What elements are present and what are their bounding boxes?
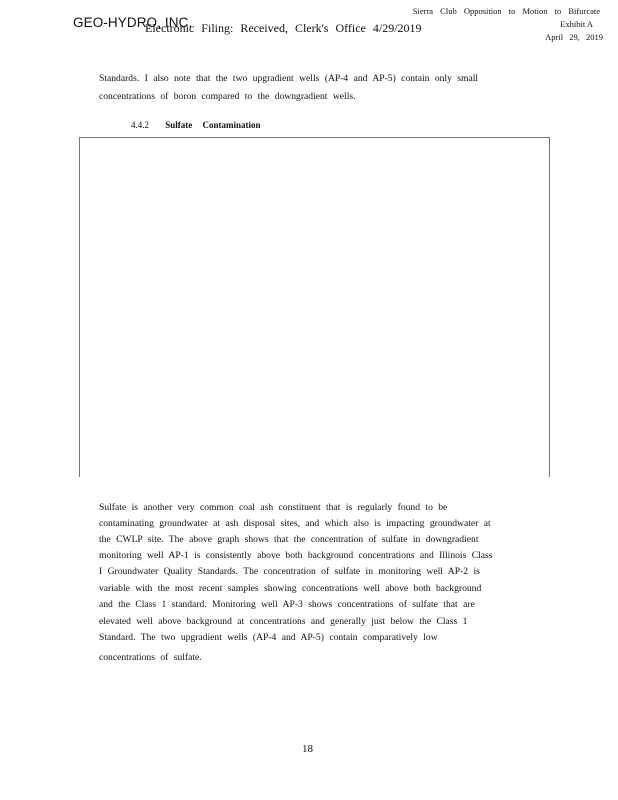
filing-stamp: Electronic Filing: Received, Clerk's Office 4/29/2019 [145, 21, 422, 35]
body-text-line: monitoring well AP-1 is consistently above both background concentrations and Illinois Class [99, 550, 493, 561]
body-text-line: I Groundwater Quality Standards. The concentration of sulfate in monitoring well AP-2 is [99, 566, 480, 577]
body-text-line: elevated well above background at concentrations and generally just below the Class 1 [99, 616, 468, 627]
body-text-line: Sulfate is another very common coal ash constituent that is regularly found to be [99, 502, 448, 513]
body-text-line: Standard. The two upgradient wells (AP-4 and AP-5) contain comparatively low [99, 632, 438, 643]
body-text-line: contaminating groundwater at ash disposal sites, and which also is impacting groundwater at [99, 518, 491, 529]
intro-text-line: Standards. I also note that the two upgradient wells (AP-4 and AP-5) contain only small [99, 73, 479, 84]
body-text-line: concentrations of sulfate. [99, 652, 202, 663]
company-logo-text: GEO-HYDRO, INC. [73, 15, 193, 30]
body-text-line: and the Class 1 standard. Monitoring well AP-3 shows concentrations of sulfate that are [99, 599, 475, 610]
exhibit-header-date: April 29, 2019 [545, 32, 603, 42]
exhibit-header-line-2: Exhibit A [560, 19, 593, 29]
exhibit-header-line-1: Sierra Club Opposition to Motion to Bifurcate [412, 6, 600, 16]
section-number: 4.4.2 [131, 120, 149, 130]
page-number: 18 [302, 743, 313, 755]
body-text-line: the CWLP site. The above graph shows that the concentration of sulfate in downgradient [99, 534, 479, 545]
section-title: Sulfate Contamination [165, 120, 261, 130]
section-heading [131, 120, 261, 130]
intro-text-line: concentrations of boron compared to the downgradient wells. [99, 91, 356, 102]
body-text-line: variable with the most recent samples showing concentrations well above both background [99, 583, 482, 594]
sulfate-graph-frame [79, 137, 550, 477]
